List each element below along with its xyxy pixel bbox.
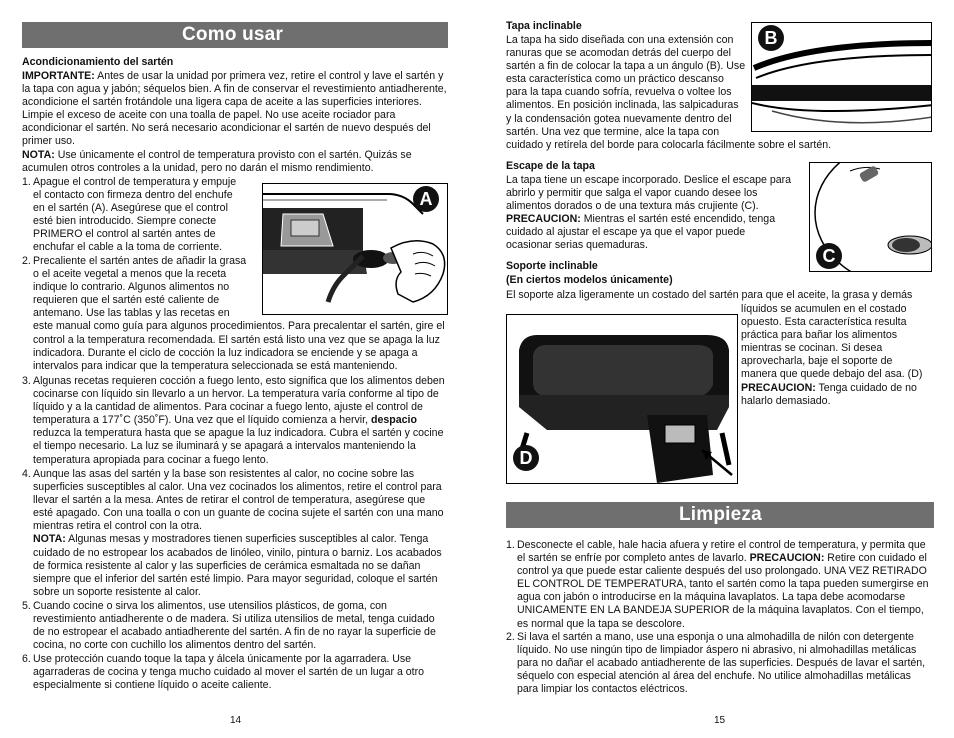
tapa-line: esta característica como un práctico descanso — [506, 73, 724, 86]
clean1-caution: PRECAUCION: — [749, 552, 825, 565]
item1-line: enchufar el cable a la toma de corriente. — [33, 241, 223, 254]
figure-c — [809, 162, 932, 272]
soporte-caution-label: PRECAUCION: — [741, 381, 816, 394]
section-title-acondicionamiento: Acondicionamiento del sartén — [22, 56, 174, 68]
figure-d-illustration — [507, 315, 738, 484]
item2-line: indique lo contrario. Algunos alimentos no — [33, 281, 230, 294]
soporte-full-line: El soporte alza ligeramente un costado del sartén para que el aceite, la grasa y demás — [506, 289, 913, 301]
important-label: IMPORTANTE: — [22, 70, 95, 82]
tapa-line: sartén. Una vez que termine, alce la tapa con — [506, 125, 720, 138]
page-number-left: 14 — [230, 715, 242, 726]
soporte-line: opuesto. Esta característica resulta — [741, 316, 907, 329]
tapa-line: La tapa ha sido diseñada con una extensión con — [506, 34, 734, 46]
tapa-line: sartén a fin de colocar la tapa a un ángulo (B). Use — [506, 60, 746, 73]
figure-b-label: B — [758, 25, 784, 51]
escape-caution-line: ocasionar serias quemaduras. — [506, 239, 648, 252]
soporte-line: manera que quede debajo del asa. (D) — [741, 368, 923, 381]
figure-a-label: A — [413, 186, 439, 212]
list-number: 3. — [22, 375, 31, 387]
list-number: 4. — [22, 468, 31, 480]
escape-caution-line — [506, 213, 806, 226]
escape-caution-line: cuidado al ajustar el escape ya que el vapor puede — [506, 226, 746, 239]
item3-text-a: Algunas recetas requieren cocción a fuego lento, esto significa que los alimentos deben cocinarse con líquido sin llevarlo a un hervor. La temperatura varía conforme al tipo de líquido y a la cantidad de alimentos. Para cocinar a fuego lento, ajuste el control de temperatura a 177˚C (350˚F). Una vez que el líquido comienza a hervir, — [33, 375, 445, 427]
list-item-6 — [22, 653, 448, 692]
item6-text: Use protección cuando toque la tapa y álcela únicamente por la agarradera. Use agarraderas de cocina y tenga mucho cuidado al mover el sartén de un lugar a otro especialmente si contiene líquido o aceite caliente. — [33, 653, 425, 692]
list-number: 1. — [22, 176, 31, 188]
soporte-paragraph — [741, 303, 941, 408]
list-number: 2. — [506, 631, 515, 643]
item2-rest: este manual como guía para algunos procedimientos. Para precalentar el sartén, gire el control a la temperatura recomendada. El sartén está listo una vez que se apaga la luz indicadora. Durante el ciclo de cocción la luz indicadora se enciende y se apaga a intervalos para indicar que la temperatura seleccionada se está manteniendo. — [33, 320, 445, 372]
item3-text-b: reduzca la temperatura hasta que se apague la luz indicadora. Cubra el sartén y cocine el tiempo necesario. La luz se iluminará y se apagará a intervalos manteniendo la temperatura apropiada para cocinar a fuego lento. — [33, 427, 444, 466]
item1-line: el contacto con firmeza dentro del enchufe — [33, 189, 233, 202]
figure-c-label: C — [816, 243, 842, 269]
item4-note-label: NOTA: — [33, 533, 66, 546]
clean-item-1 — [506, 539, 934, 631]
section-title-escape: Escape de la tapa — [506, 160, 595, 172]
important-text: Antes de usar la unidad por primera vez, retire el control y lave el sartén y la tapa con agua y jabón; séquelos bien. A fin de conservar el revestimiento antiadherente, acondicione el sartén frotándole una ligera capa de aceite a las superficies interiores. Limpie el exceso de aceite con una toalla de papel. No use aceite rociador para acondicionar el sartén. No será necesario acondicionar el sartén de nuevo después del primer uso. — [22, 70, 447, 148]
soporte-caution-line — [741, 382, 941, 395]
list-item-5 — [22, 600, 448, 652]
list-item-1 — [22, 176, 262, 255]
tapa-line: alimentos. En posición inclinada, las salpicaduras — [506, 99, 739, 112]
tapa-line: cuidado y retírela del borde para colocarla fácilmente sobre el sartén. — [506, 138, 832, 151]
item3-bold: despacio — [371, 414, 417, 427]
list-number: 2. — [22, 255, 31, 267]
section-title-soporte: Soporte inclinable — [506, 260, 598, 272]
list-number: 5. — [22, 600, 31, 612]
clean1-text-a: Desconecte el cable, hale hacia afuera y retire el control de temperatura, y permita que el sartén se enfríe por completo antes de lavarlo. — [517, 539, 926, 565]
item2-line: Precaliente el sartén antes de añadir la grasa — [33, 255, 247, 267]
soporte-line: líquidos se acumulen en el costado — [741, 303, 907, 315]
escape-caution-label: PRECAUCION: — [506, 213, 581, 226]
item1-line: PRIMERO el control al sartén antes de — [33, 228, 216, 241]
soporte-caution-line: halarlo demasiado. — [741, 394, 831, 407]
item2-line: o el aceite vegetal a menos que la receta — [33, 268, 227, 281]
escape-paragraph — [506, 174, 806, 253]
note-text: Use únicamente el control de temperatura provisto con el sartén. Quizás se acumulen otros controles a la unidad, pero no darán el mismo rendimiento. — [22, 149, 412, 175]
list-item-3 — [22, 375, 448, 467]
item4-note — [33, 533, 448, 598]
item1-line: Apague el control de temperatura y empuje — [33, 176, 237, 188]
page-number-right: 15 — [714, 715, 726, 726]
section-banner-limpieza: Limpieza — [506, 502, 934, 528]
soporte-line: práctica para bañar los alimentos — [741, 329, 898, 342]
list-number: 6. — [22, 653, 31, 665]
figure-d-label: D — [513, 445, 539, 471]
item4-text: Aunque las asas del sartén y la base son resistentes al calor, no cocine sobre las superficies susceptibles al calor. Una vez cocinados los alimentos, retire el control para llevar el sartén a la mesa. Antes de retirar el control de temperatura, asegúrese que esté apagado. Con una toalla o con un guante de cocina sujete el sartén con una mano mientras retira el control con la otra. — [33, 468, 444, 533]
clean2-text: Si lava el sartén a mano, use una esponja o una almohadilla de nilón con detergente líquido. No use ningún tipo de limpiador áspero ni abrasivo, ni almohadillas metálicas para no dañar el acabado antiadherente de las superficies. Después de lavar el sartén, séquelo con especial atención al área del enchufe. No utilice almohadillas metálicas para limpiar los contactos eléctricos. — [517, 631, 926, 696]
escape-line: alimentos dorados o de una textura más crujiente (C). — [506, 200, 759, 213]
item1-line: en el sartén (A). Asegúrese que el control — [33, 202, 228, 215]
section-title-tapa-inclinable: Tapa inclinable — [506, 20, 582, 32]
item1-line: esté bien introducido. Siempre conecte — [33, 215, 217, 228]
note-label: NOTA: — [22, 149, 55, 161]
soporte-line: aprovecharla, baje el soporte de — [741, 355, 893, 368]
tapa-line: y la condensación gotea nuevamente dentro del — [506, 112, 732, 125]
soporte-subtitle: (En ciertos modelos únicamente) — [506, 274, 673, 286]
clean-item-2 — [506, 631, 934, 696]
note-paragraph — [22, 149, 448, 175]
escape-line: La tapa tiene un escape incorporado. Deslice el escape para — [506, 174, 792, 186]
list-item-4 — [22, 468, 448, 599]
item4-note-text: Algunas mesas y mostradores tienen superficies susceptibles al calor. Tenga cuidado de no estropear los acabados de linóleo, vinilo, pintura o barniz. Los acabados de formica resistente al calor y las superficies de cerámica esmaltada no se dañan siempre que el inferior del sartén esté limpio. Para mayor seguridad, coloque el sartén sobre un soporte resistente al calor. — [33, 533, 442, 598]
soporte-caution-text: Tenga cuidado de no — [815, 381, 917, 394]
item5-text: Cuando cocine o sirva los alimentos, use utensilios plásticos, de goma, con revestimiento antiadherente o de madera. Si utiliza utensilios de metal, tenga cuidado de no estropear el acabado antiadherente del sartén. A fin de no rayar la superficie de cocina, no corte con cuchillo los alimentos dentro del sartén. — [33, 600, 436, 652]
escape-caution-text: Mientras el sartén esté encendido, tenga — [580, 213, 776, 226]
important-paragraph — [22, 70, 448, 149]
figure-b — [751, 22, 932, 132]
item2-line: antemano. Use las tablas y las recetas en — [33, 307, 230, 320]
soporte-line: mientras se cocinan. Si desea — [741, 342, 883, 355]
figure-a — [262, 183, 448, 315]
escape-line: abrirlo y permitir que salga el vapor cuando desee los — [506, 187, 758, 200]
tapa-line: para la tapa cuando sofría, revuelva o voltee los — [506, 86, 732, 99]
clean1-text-b: Retire con cuidado el control ya que puede estar caliente después del uso prolongado. UNA VEZ RETIRADO EL CONTROL DE TEMPERATURA, tanto el sartén como la tapa pueden sumergirse en agua con jabón o introducirse en la máquina lavaplatos. La tapa debe acomodarse UNICAMENTE EN LA BANDEJA SUPERIOR de la máquina lavaplatos. Con el tiempo, es normal que la tapa se descolore. — [517, 552, 929, 630]
item2-line: requieren que el sartén esté caliente de — [33, 294, 220, 307]
section-banner-como-usar: Como usar — [22, 22, 448, 48]
tapa-line: ranuras que se acomodan detrás del cuerpo del — [506, 47, 731, 60]
list-number: 1. — [506, 539, 515, 551]
figure-d — [506, 314, 738, 484]
